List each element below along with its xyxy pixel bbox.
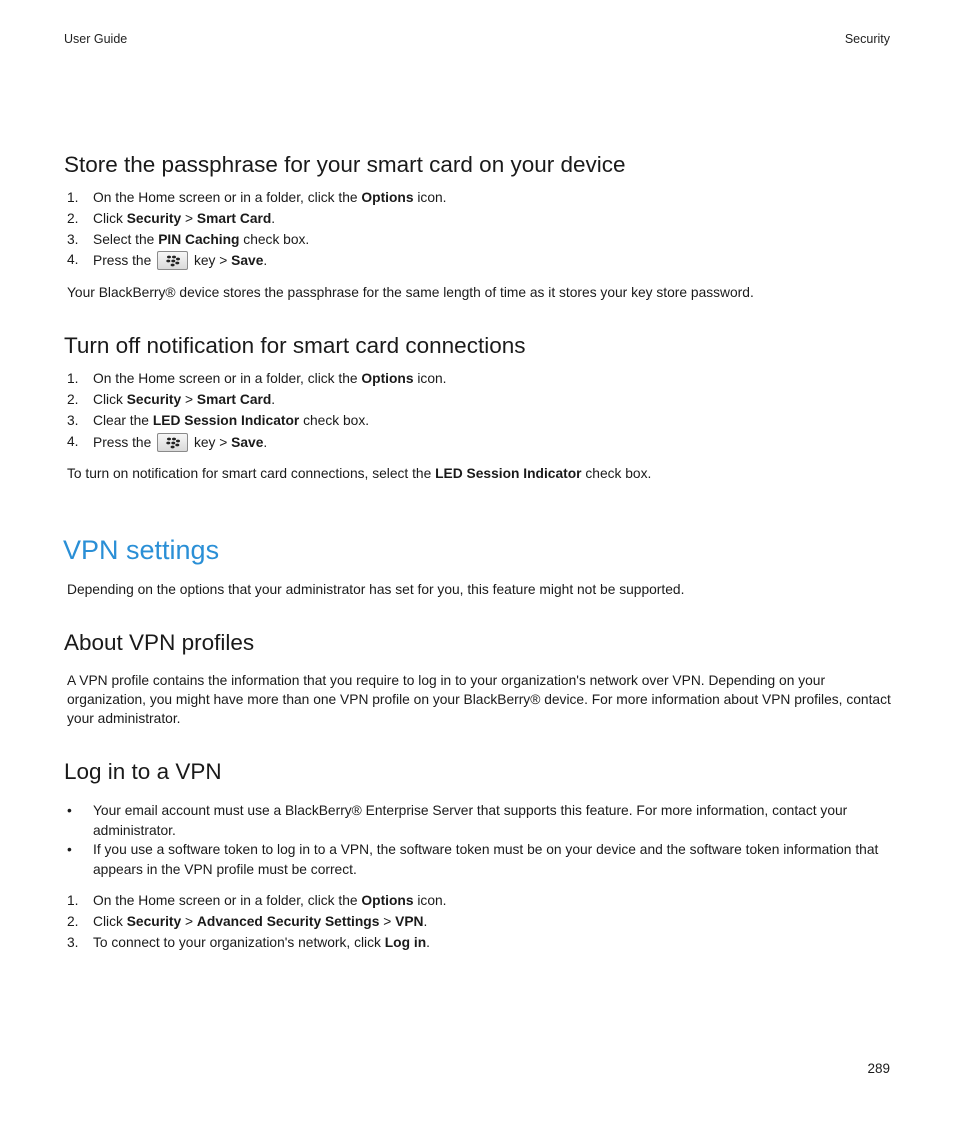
step-number: 1. (67, 371, 79, 386)
section-note: To turn on notification for smart card connections, select the LED Session Indicator check box. (67, 466, 652, 481)
step-text: On the Home screen or in a folder, click the Options icon. (93, 893, 447, 908)
step-number: 4. (67, 252, 79, 267)
step-number: 4. (67, 434, 79, 449)
step-number: 2. (67, 914, 79, 929)
step-text: To connect to your organization's network, click Log in. (93, 935, 430, 950)
blackberry-menu-key-icon (157, 433, 188, 452)
step-number: 1. (67, 190, 79, 205)
page-number: 289 (867, 1061, 890, 1076)
step-text: Select the PIN Caching check box. (93, 232, 310, 247)
step-number: 2. (67, 211, 79, 226)
section-note: Your BlackBerry® device stores the passphrase for the same length of time as it stores your key store password. (67, 285, 754, 300)
section-title-log-in-vpn: Log in to a VPN (64, 759, 222, 784)
step-number: 1. (67, 893, 79, 908)
step-text: On the Home screen or in a folder, click the Options icon. (93, 190, 447, 205)
chapter-title-vpn-settings: VPN settings (63, 535, 220, 565)
step-text: Click Security > Smart Card. (93, 392, 276, 407)
section-title-store-passphrase: Store the passphrase for your smart card on your device (64, 152, 626, 177)
bullet-icon: • (67, 842, 72, 857)
step-text: On the Home screen or in a folder, click the Options icon. (93, 371, 447, 386)
step-number: 3. (67, 232, 79, 247)
about-vpn-text: A VPN profile contains the information that you require to log in to your organization's network over VPN. Depending on your organization, you might have more than one VPN profile on your BlackBerry® device. For more information about VPN profiles, contact your administrator. (67, 673, 891, 726)
running-header-right: Security (844, 32, 890, 46)
bullet-icon: • (67, 803, 72, 818)
step-number: 3. (67, 935, 79, 950)
step-number: 2. (67, 392, 79, 407)
step-text: Clear the LED Session Indicator check box. (93, 413, 370, 428)
step-text: Click Security > Smart Card. (93, 211, 276, 226)
step-number: 3. (67, 413, 79, 428)
step-text: Press the key > Save. (93, 253, 268, 268)
section-title-about-vpn-profiles: About VPN profiles (64, 630, 255, 655)
blackberry-menu-key-icon (157, 251, 188, 270)
section-title-turn-off-notification: Turn off notification for smart card connections (64, 333, 526, 358)
bullet-text: Your email account must use a BlackBerry® Enterprise Server that supports this feature. For more information, contact your administrator. (93, 803, 848, 838)
step-text: Click Security > Advanced Security Settings > VPN. (93, 914, 428, 929)
running-header-left: User Guide (64, 32, 128, 46)
bullet-text: If you use a software token to log in to a VPN, the software token must be on your device and the software token information that appears in the VPN profile must be correct. (93, 842, 879, 877)
vpn-intro: Depending on the options that your administrator has set for you, this feature might not be supported. (67, 582, 685, 597)
step-text: Press the key > Save. (93, 435, 268, 450)
